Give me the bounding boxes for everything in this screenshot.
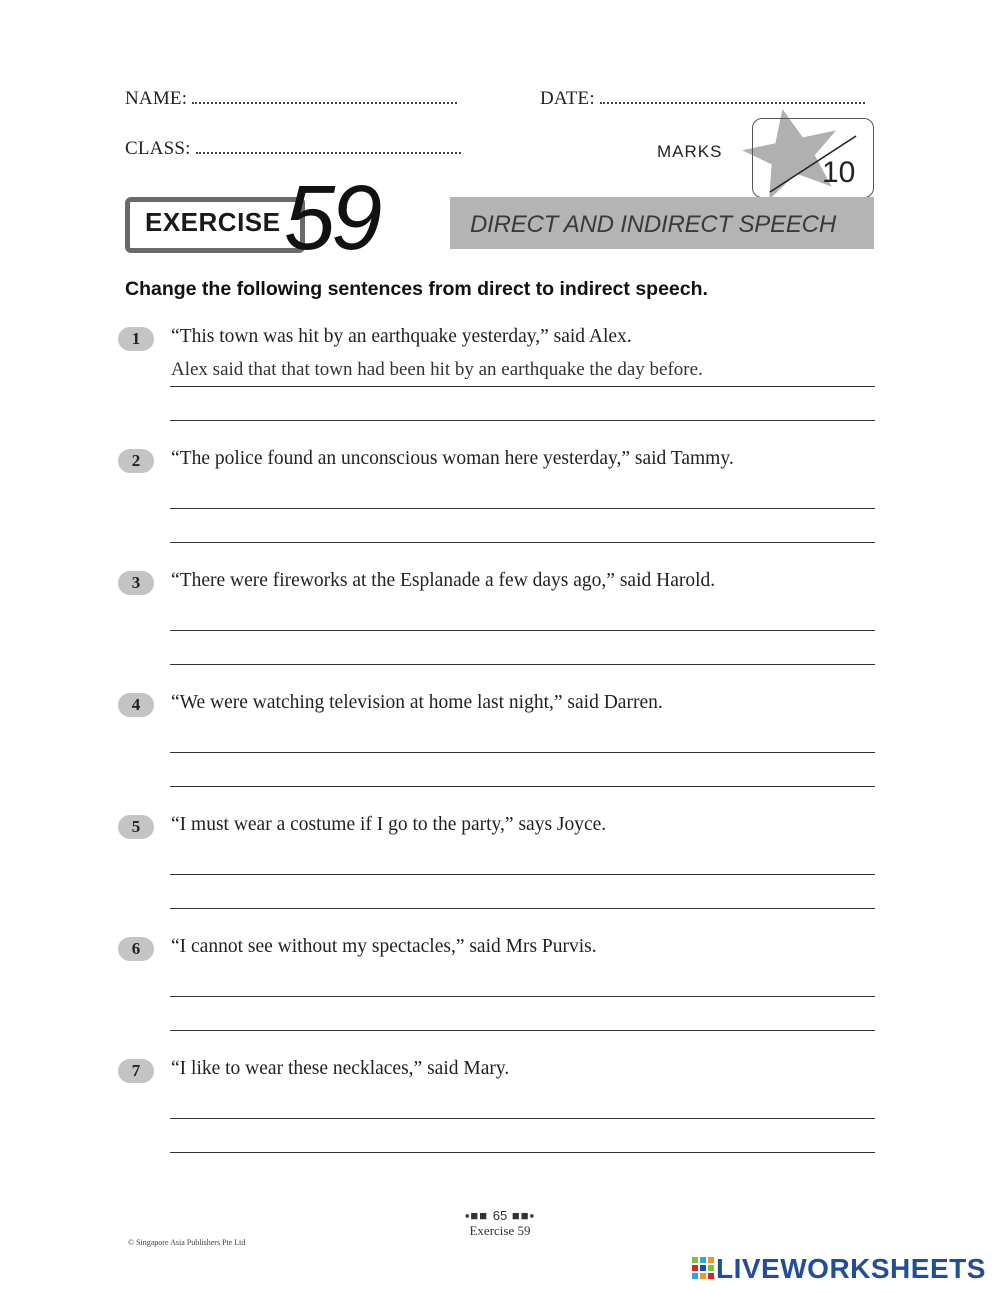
marks-slash [752, 118, 874, 198]
question-text-4: “We were watching television at home last night,” said Darren. [171, 692, 663, 713]
question-number-5: 5 [118, 815, 154, 839]
page-number [440, 1208, 560, 1223]
marks-label: MARKS [657, 142, 723, 161]
answer-line-2b[interactable] [170, 542, 875, 543]
answer-line-3b[interactable] [170, 664, 875, 665]
answer-line-5b[interactable] [170, 908, 875, 909]
topic-title: DIRECT AND INDIRECT SPEECH [470, 211, 836, 238]
liveworksheets-brand[interactable]: LIVEWORKSHEETS [716, 1253, 986, 1284]
name-field[interactable] [125, 88, 457, 110]
class-label: CLASS: [125, 138, 191, 159]
answer-line-2a[interactable] [170, 508, 875, 509]
answer-line-4b[interactable] [170, 786, 875, 787]
marks-total: 10 [822, 156, 856, 189]
instruction: Change the following sentences from direct to indirect speech. [125, 278, 708, 300]
question-text-1: “This town was hit by an earthquake yesterday,” said Alex. [171, 326, 632, 347]
page-deco-left: ▪■■ [464, 1208, 493, 1223]
answer-line-5a[interactable] [170, 874, 875, 875]
answer-line-3a[interactable] [170, 630, 875, 631]
answer-line-6a[interactable] [170, 996, 875, 997]
answer-example-1: Alex said that that town had been hit by an earthquake the day before. [171, 359, 703, 380]
page-number-value: 65 [492, 1208, 508, 1223]
question-number-3: 3 [118, 571, 154, 595]
question-number-1: 1 [118, 327, 154, 351]
question-number-4: 4 [118, 693, 154, 717]
liveworksheets-logo-icon [692, 1257, 714, 1283]
question-number-7: 7 [118, 1059, 154, 1083]
page-deco-right: ■■▪ [507, 1208, 536, 1223]
answer-line-6b[interactable] [170, 1030, 875, 1031]
copyright: © Singapore Asia Publishers Pte Ltd [128, 1238, 246, 1247]
footer-exercise: Exercise 59 [469, 1223, 531, 1238]
question-text-5: “I must wear a costume if I go to the party,” says Joyce. [171, 814, 607, 835]
question-text-2: “The police found an unconscious woman here yesterday,” said Tammy. [171, 448, 734, 469]
question-text-6: “I cannot see without my spectacles,” said Mrs Purvis. [171, 936, 597, 957]
answer-line-7a[interactable] [170, 1118, 875, 1119]
question-text-7: “I like to wear these necklaces,” said Mary. [171, 1058, 510, 1079]
name-label: NAME: [125, 88, 188, 109]
answer-line-4a[interactable] [170, 752, 875, 753]
exercise-word: EXERCISE [145, 207, 281, 237]
question-number-6: 6 [118, 937, 154, 961]
exercise-number: 59 [284, 167, 379, 269]
date-dotted-line [600, 88, 865, 104]
class-field[interactable] [125, 138, 461, 160]
question-text-3: “There were fireworks at the Esplanade a few days ago,” said Harold. [171, 570, 716, 591]
question-number-2: 2 [118, 449, 154, 473]
answer-line-7b[interactable] [170, 1152, 875, 1153]
answer-line-1b[interactable] [170, 420, 875, 421]
answer-line-1a[interactable] [170, 386, 875, 387]
name-dotted-line [192, 88, 457, 104]
class-dotted-line [196, 138, 461, 154]
date-label: DATE: [540, 88, 595, 109]
